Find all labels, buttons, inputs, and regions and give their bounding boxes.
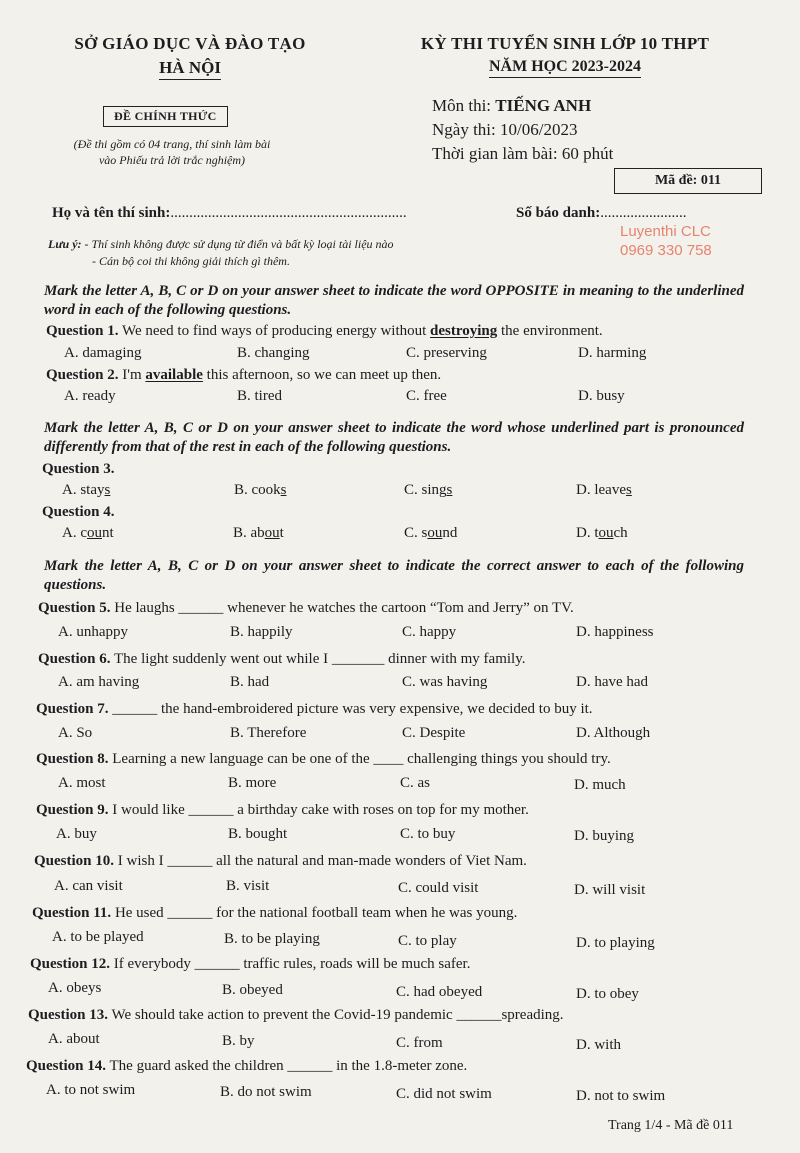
underlined-part: ou <box>427 525 443 541</box>
question-text <box>28 1007 564 1024</box>
question-part: We need to find ways of producing energy without <box>122 323 431 339</box>
question-stem: The guard asked the children ______ in the 1.8-meter zone. <box>109 1058 468 1074</box>
answer-option: A. damaging <box>64 345 142 361</box>
answer-option: A. ready <box>64 388 116 404</box>
page-footer: Trang 1/4 - Mã đề 011 <box>608 1118 734 1133</box>
question-text <box>42 504 115 521</box>
answer-option: B. visit <box>226 878 270 894</box>
candidate-number-field <box>516 205 686 222</box>
answer-option: D. busy <box>578 388 625 404</box>
candidate-number-dots: ....................... <box>600 205 687 221</box>
answer-option: C. preserving <box>406 345 487 361</box>
duration-value: 60 phút <box>561 144 614 163</box>
underlined-part: s <box>446 482 453 498</box>
date-value: 10/06/2023 <box>500 120 578 139</box>
answer-option: D. will visit <box>574 882 646 898</box>
question-stem: The light suddenly went out while I _______ dinner with my family. <box>114 651 526 667</box>
question-label: Question 9. <box>36 802 109 818</box>
option-part: nt <box>102 525 114 541</box>
answer-option: B. Therefore <box>230 725 307 741</box>
question-label: Question 2. <box>46 367 119 383</box>
exam-notes <box>48 236 394 270</box>
answer-option: D. not to swim <box>576 1088 666 1104</box>
question-part: I'm <box>122 367 146 383</box>
answer-option: C. to play <box>398 933 457 949</box>
answer-option: A. am having <box>58 674 140 690</box>
answer-option: D. happiness <box>576 624 654 640</box>
question-stem: I would like ______ a birthday cake with roses on top for my mother. <box>112 802 529 818</box>
answer-option: B. had <box>230 674 270 690</box>
question-stem: We should take action to prevent the Covid-19 pandemic ______spreading. <box>111 1007 564 1023</box>
answer-option: D. much <box>574 777 626 793</box>
question-text <box>34 853 527 870</box>
student-name-field <box>52 205 407 222</box>
answer-option <box>234 482 287 499</box>
answer-option: D. harming <box>578 345 647 361</box>
question-text <box>32 905 517 922</box>
answer-option: C. was having <box>402 674 488 690</box>
section-instruction: Mark the letter A, B, C or D on your answer sheet to indicate the correct answer to each of the following questions. <box>44 558 744 593</box>
question-label: Question 14. <box>26 1058 107 1074</box>
answer-option: D. to obey <box>576 986 639 1002</box>
exam-title: KỲ THI TUYỂN SINH LỚP 10 THPT <box>420 34 710 53</box>
answer-option: D. with <box>576 1037 621 1053</box>
answer-option <box>404 482 452 499</box>
answer-option: A. to be played <box>52 929 144 945</box>
question-label: Question 7. <box>36 701 109 717</box>
exam-info <box>432 94 613 166</box>
answer-option: A. to not swim <box>46 1082 136 1098</box>
question-text <box>38 651 525 668</box>
question-label: Question 6. <box>38 651 111 667</box>
answer-option: A. unhappy <box>58 624 128 640</box>
section-instruction: Mark the letter A, B, C or D on your answer sheet to indicate the word OPPOSITE in meaning to the underlined word in each of the following questions. <box>44 283 744 318</box>
school-year: NĂM HỌC 2023-2024 <box>489 58 641 78</box>
option-part: B. cook <box>234 482 281 498</box>
date-row <box>432 118 613 142</box>
answer-option: A. can visit <box>54 878 123 894</box>
answer-option: A. buy <box>56 826 97 842</box>
option-part: B. ab <box>233 525 265 541</box>
option-part: A. c <box>62 525 87 541</box>
answer-option: B. to be playing <box>224 931 320 947</box>
answer-option: D. have had <box>576 674 649 690</box>
student-name-label: Họ và tên thí sinh: <box>52 205 171 221</box>
answer-option: C. from <box>396 1035 443 1051</box>
question-stem: ______ the hand-embroidered picture was very expensive, we decided to buy it. <box>112 701 593 717</box>
answer-option: B. more <box>228 775 277 791</box>
note-line: - Cán bộ coi thi không giải thích gì thêm. <box>92 254 290 268</box>
answer-option: D. to playing <box>576 935 655 951</box>
exam-code-box: Mã đề: 011 <box>614 168 762 194</box>
underlined-part: s <box>104 482 111 498</box>
answer-option: D. Although <box>576 725 651 741</box>
question-text <box>36 802 529 819</box>
department-header <box>40 34 340 80</box>
pages-note-line: (Đề thi gồm có 04 trang, thí sinh làm bài <box>73 137 271 151</box>
answer-option: A. So <box>58 725 93 741</box>
underlined-word: available <box>145 367 203 383</box>
answer-option <box>576 525 628 542</box>
pages-note-line: vào Phiếu trả lời trắc nghiệm) <box>98 153 246 167</box>
question-text <box>46 367 441 384</box>
duration-label: Thời gian làm bài: <box>432 144 558 163</box>
watermark-line: 0969 330 758 <box>620 242 712 259</box>
question-label: Question 5. <box>38 600 111 616</box>
question-stem: Learning a new language can be one of the ____ challenging things you should try. <box>112 751 611 767</box>
department-city: HÀ NỘI <box>159 58 221 80</box>
question-stem: If everybody ______ traffic rules, roads will be much safer. <box>113 956 471 972</box>
option-part: A. stay <box>62 482 105 498</box>
date-label: Ngày thi: <box>432 120 496 139</box>
answer-option: B. by <box>222 1033 255 1049</box>
question-label: Question 10. <box>34 853 115 869</box>
watermark <box>620 222 712 260</box>
answer-option: C. as <box>400 775 430 791</box>
pages-note <box>42 136 302 168</box>
option-part: t <box>279 525 284 541</box>
watermark-line: Luyenthi CLC <box>620 223 711 240</box>
option-part: D. leave <box>576 482 626 498</box>
answer-option: B. obeyed <box>222 982 283 998</box>
question-label: Question 11. <box>32 905 112 921</box>
answer-option: A. obeys <box>48 980 102 996</box>
subject-label: Môn thi: <box>432 96 492 115</box>
answer-option: A. most <box>58 775 106 791</box>
answer-option <box>576 482 632 499</box>
question-text <box>36 701 593 718</box>
answer-option <box>233 525 284 542</box>
underlined-part: s <box>625 482 632 498</box>
question-part: this afternoon, so we can meet up then. <box>202 367 442 383</box>
answer-option: B. tired <box>237 388 282 404</box>
answer-option: A. about <box>48 1031 100 1047</box>
underlined-part: s <box>280 482 287 498</box>
subject-row <box>432 94 613 118</box>
option-part: D. t <box>576 525 599 541</box>
question-text <box>42 461 115 478</box>
answer-option: C. free <box>406 388 447 404</box>
question-part: the environment. <box>497 323 603 339</box>
answer-option: C. could visit <box>398 880 479 896</box>
answer-option: C. did not swim <box>396 1086 492 1102</box>
option-part: C. s <box>404 525 428 541</box>
underlined-word: destroying <box>430 323 498 339</box>
notes-label: Lưu ý: <box>48 237 82 251</box>
answer-option: C. Despite <box>402 725 466 741</box>
answer-option: B. happily <box>230 624 293 640</box>
question-text <box>26 1058 467 1075</box>
question-text <box>30 956 470 973</box>
question-text <box>38 600 574 617</box>
answer-option <box>62 525 114 542</box>
option-part: ch <box>613 525 628 541</box>
answer-option <box>62 482 110 499</box>
official-exam-label: ĐỀ CHÍNH THỨC <box>103 106 228 127</box>
answer-option: B. changing <box>237 345 310 361</box>
answer-option: B. bought <box>228 826 288 842</box>
option-part: C. sing <box>404 482 447 498</box>
question-text <box>36 751 611 768</box>
question-label: Question 13. <box>28 1007 109 1023</box>
question-label: Question 4. <box>42 504 115 520</box>
note-line <box>48 236 394 253</box>
underlined-part: ou <box>264 525 280 541</box>
question-stem: I wish I ______ all the natural and man-made wonders of Viet Nam. <box>117 853 527 869</box>
question-stem: He used ______ for the national football team when he was young. <box>114 905 518 921</box>
question-label: Question 8. <box>36 751 109 767</box>
exam-header <box>370 34 760 78</box>
subject-value: TIẾNG ANH <box>495 96 592 115</box>
student-name-dots: ............................................................... <box>170 205 407 221</box>
note-text: - Thí sinh không được sử dụng từ điển và bất kỳ loại tài liệu nào <box>84 237 394 251</box>
department-name: SỞ GIÁO DỤC VÀ ĐÀO TẠO <box>74 34 306 53</box>
question-label: Question 12. <box>30 956 111 972</box>
answer-option: B. do not swim <box>220 1084 312 1100</box>
duration-row <box>432 142 613 166</box>
answer-option: C. had obeyed <box>396 984 483 1000</box>
underlined-part: ou <box>87 525 102 541</box>
section-instruction: Mark the letter A, B, C or D on your answer sheet to indicate the word whose underlined part is pronounced differently from that of the rest in each of the following questions. <box>44 420 744 455</box>
option-part: nd <box>442 525 458 541</box>
answer-option: C. happy <box>402 624 457 640</box>
question-text <box>46 323 603 340</box>
candidate-number-label: Số báo danh: <box>516 205 601 221</box>
underlined-part: ou <box>598 525 614 541</box>
answer-option: D. buying <box>574 828 634 844</box>
answer-option: C. to buy <box>400 826 456 842</box>
question-stem: He laughs ______ whenever he watches the cartoon “Tom and Jerry” on TV. <box>114 600 574 616</box>
answer-option <box>404 525 457 542</box>
question-label: Question 3. <box>42 461 115 477</box>
question-label: Question 1. <box>46 323 119 339</box>
